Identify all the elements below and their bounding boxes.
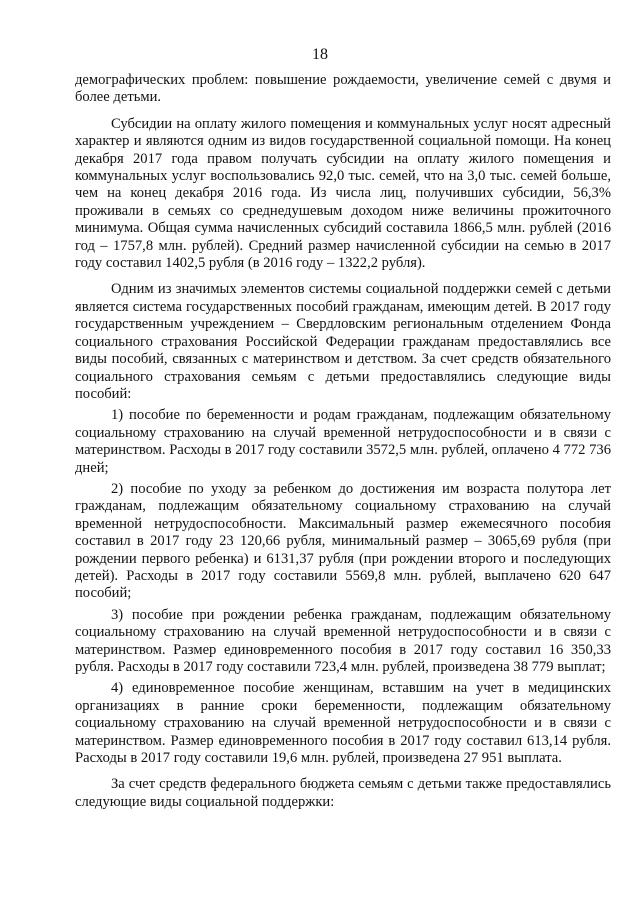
- paragraph-federal-support: За счет средств федерального бюджета семьям с детьми также предоставлялись следующие виды социальной поддержки:: [75, 776, 611, 810]
- paragraph-continuation: демографических проблем: повышение рождаемости, увеличение семей с двумя и более детьми.: [75, 72, 611, 106]
- list-item-birth-benefit: 3) пособие при рождении ребенка гражданам, подлежащим обязательному социальному страхованию на случай временной нетрудоспособности и в связи с материнством. Размер единовременного пособия в 2017 году составил 16 350,33 рубля. Расходы в 2017 году составили 723,4 млн. рублей, произведена 38 779 выплат;: [75, 606, 611, 675]
- paragraph-benefits-intro: Одним из значимых элементов системы социальной поддержки семей с детьми является система государственных пособий гражданам, имеющим детей. В 2017 году государственным учреждением – Свердловским региональным отделением Фонда социального страхования Российской Федерации гражданам предоставлялись все виды пособий, связанных с материнством и детством. За счет средств обязательного социального страхования семьям с детьми предоставлялись следующие виды пособий:: [75, 281, 611, 402]
- paragraph-subsidies: Субсидии на оплату жилого помещения и коммунальных услуг носят адресный характер и являются одним из видов государственной социальной помощи. На конец декабря 2017 года правом получать субсидии на оплату жилого помещения и коммунальных услуг воспользовались 92,0 тыс. семей, что на 3,0 тыс. семей больше, чем на конец декабря 2016 года. Из числа лиц, получивших субсидии, 56,3% проживали в семьях со среднедушевым доходом ниже величины прожиточного минимума. Общая сумма начисленных субсидий составила 1866,5 млн. рублей (2016 год – 1757,8 млн. рублей). Средний размер начисленной субсидии на семью в 2017 году составил 1402,5 рубля (в 2016 году – 1322,2 рубля).: [75, 115, 611, 272]
- list-item-childcare-benefit: 2) пособие по уходу за ребенком до достижения им возраста полутора лет гражданам, подлежащим обязательному социальному страхованию на случай временной нетрудоспособности. Максимальный размер ежемесячного пособия составил в 2017 году 23 120,66 рубля, минимальный размер – 3065,69 рубля (при рождении первого ребенка) и 6131,37 рубля (при рождении второго и последующих детей). Расходы в 2017 году составили 5569,8 млн. рублей, выплачено 620 647 пособий;: [75, 480, 611, 602]
- list-item-early-registration-benefit: 4) единовременное пособие женщинам, вставшим на учет в медицинских организациях в ранние сроки беременности, подлежащим обязательному социальному страхованию на случай временной нетрудоспособности и в связи с материнством. Размер единовременного пособия в 2017 году составил 613,14 рубля. Расходы в 2017 году составили 19,6 млн. рублей, произведена 27 951 выплата.: [75, 680, 611, 767]
- document-body: [75, 72, 611, 820]
- list-item-maternity-benefit: 1) пособие по беременности и родам гражданам, подлежащим обязательному социальному страхованию на случай временной нетрудоспособности и в связи с материнством. Расходы в 2017 году составили 3572,5 млн. рублей, оплачено 4 772 736 дней;: [75, 407, 611, 476]
- page-number: 18: [312, 46, 328, 63]
